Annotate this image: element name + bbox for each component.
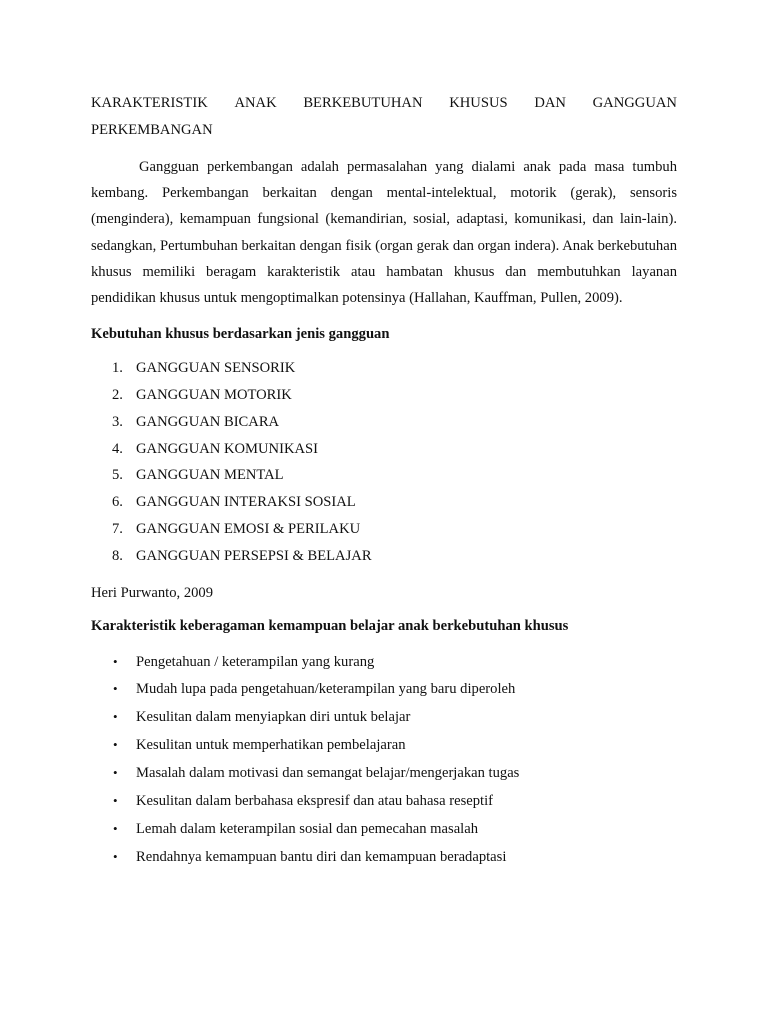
list-item-text: Mudah lupa pada pengetahuan/keterampilan yang baru diperoleh bbox=[136, 681, 516, 698]
source-citation: Heri Purwanto, 2009 bbox=[91, 584, 214, 601]
intro-paragraph: Gangguan perkembangan adalah permasalahan yang dialami anak pada masa tumbuh kembang. Perkembangan berkaitan dengan mental-intelektual, motorik (gerak), sensoris (mengindera), kemampuan fungsional (kemandirian, sosial, adaptasi, komunikasi, dan lain-lain). sedangkan, Pertumbuhan berkaitan dengan fisik (organ gerak dan organ indera). Anak berkebutuhan khusus memiliki beragam karakteristik atau hambatan khusus dan membutuhkan layanan pendidikan khusus untuk mengoptimalkan potensinya (Hallahan, Kauffman, Pullen, 2009). bbox=[91, 159, 677, 307]
bullet-icon: • bbox=[113, 709, 118, 725]
list-number: 6. bbox=[112, 494, 123, 511]
list-number: 1. bbox=[112, 360, 123, 377]
list-item-text: GANGGUAN MOTORIK bbox=[136, 387, 292, 404]
list-item bbox=[91, 763, 677, 791]
list-item bbox=[91, 439, 677, 466]
list-item bbox=[91, 358, 677, 385]
list-item-text: GANGGUAN KOMUNIKASI bbox=[136, 440, 319, 457]
list-number: 2. bbox=[112, 387, 123, 404]
title-word: BERKEBUTUHAN bbox=[303, 95, 423, 111]
list-item-text: GANGGUAN INTERAKSI SOSIAL bbox=[136, 494, 356, 511]
numbered-list-gangguan bbox=[91, 358, 677, 572]
bullet-icon: • bbox=[113, 793, 118, 809]
title-word: KHUSUS bbox=[449, 95, 508, 111]
list-item bbox=[91, 519, 677, 546]
title-word: KARAKTERISTIK bbox=[91, 95, 208, 111]
document-title bbox=[91, 90, 677, 144]
bullet-icon: • bbox=[113, 848, 118, 864]
bullet-list-karakteristik bbox=[91, 652, 677, 875]
list-item-text: GANGGUAN MENTAL bbox=[136, 467, 284, 484]
list-item bbox=[91, 546, 677, 573]
list-number: 8. bbox=[112, 547, 123, 564]
list-item bbox=[91, 492, 677, 519]
list-item bbox=[91, 465, 677, 492]
list-item-text: Kesulitan dalam menyiapkan diri untuk belajar bbox=[136, 709, 411, 726]
list-item-text: GANGGUAN SENSORIK bbox=[136, 360, 296, 377]
list-item-text: GANGGUAN EMOSI & PERILAKU bbox=[136, 521, 361, 537]
list-item-text: Kesulitan untuk memperhatikan pembelajaran bbox=[136, 737, 406, 754]
bullet-icon: • bbox=[113, 653, 118, 669]
list-item-text: Masalah dalam motivasi dan semangat belajar/mengerjakan tugas bbox=[136, 765, 520, 782]
title-line-1 bbox=[91, 90, 677, 117]
list-number: 5. bbox=[112, 467, 123, 484]
list-item-text: Pengetahuan / keterampilan yang kurang bbox=[136, 653, 375, 670]
list-item bbox=[91, 735, 677, 763]
list-item bbox=[91, 385, 677, 412]
document-body bbox=[91, 90, 677, 875]
title-line-2: PERKEMBANGAN bbox=[91, 122, 213, 138]
section-heading-gangguan: Kebutuhan khusus berdasarkan jenis gangguan bbox=[91, 326, 390, 343]
list-item bbox=[91, 412, 677, 439]
list-item-text: Rendahnya kemampuan bantu diri dan kemampuan beradaptasi bbox=[136, 848, 507, 865]
bullet-icon: • bbox=[113, 681, 118, 697]
list-number: 7. bbox=[112, 521, 123, 537]
list-item-text: Lemah dalam keterampilan sosial dan pemecahan masalah bbox=[136, 820, 478, 837]
bullet-icon: • bbox=[113, 765, 118, 781]
list-item bbox=[91, 707, 677, 735]
list-number: 3. bbox=[112, 413, 123, 430]
list-item-text: Kesulitan dalam berbahasa ekspresif dan atau bahasa reseptif bbox=[136, 793, 493, 810]
list-item bbox=[91, 847, 677, 875]
list-item bbox=[91, 652, 677, 680]
title-word: ANAK bbox=[234, 95, 277, 111]
list-item-text: GANGGUAN PERSEPSI & BELAJAR bbox=[136, 547, 372, 564]
list-item bbox=[91, 819, 677, 847]
list-item bbox=[91, 791, 677, 819]
bullet-icon: • bbox=[113, 737, 118, 753]
title-word: DAN bbox=[534, 95, 566, 111]
list-item-text: GANGGUAN BICARA bbox=[136, 413, 280, 430]
list-item bbox=[91, 679, 677, 707]
title-word: GANGGUAN bbox=[592, 95, 677, 111]
section-heading-karakteristik: Karakteristik keberagaman kemampuan belajar anak berkebutuhan khusus bbox=[91, 617, 569, 634]
list-number: 4. bbox=[112, 440, 123, 457]
bullet-icon: • bbox=[113, 820, 118, 836]
